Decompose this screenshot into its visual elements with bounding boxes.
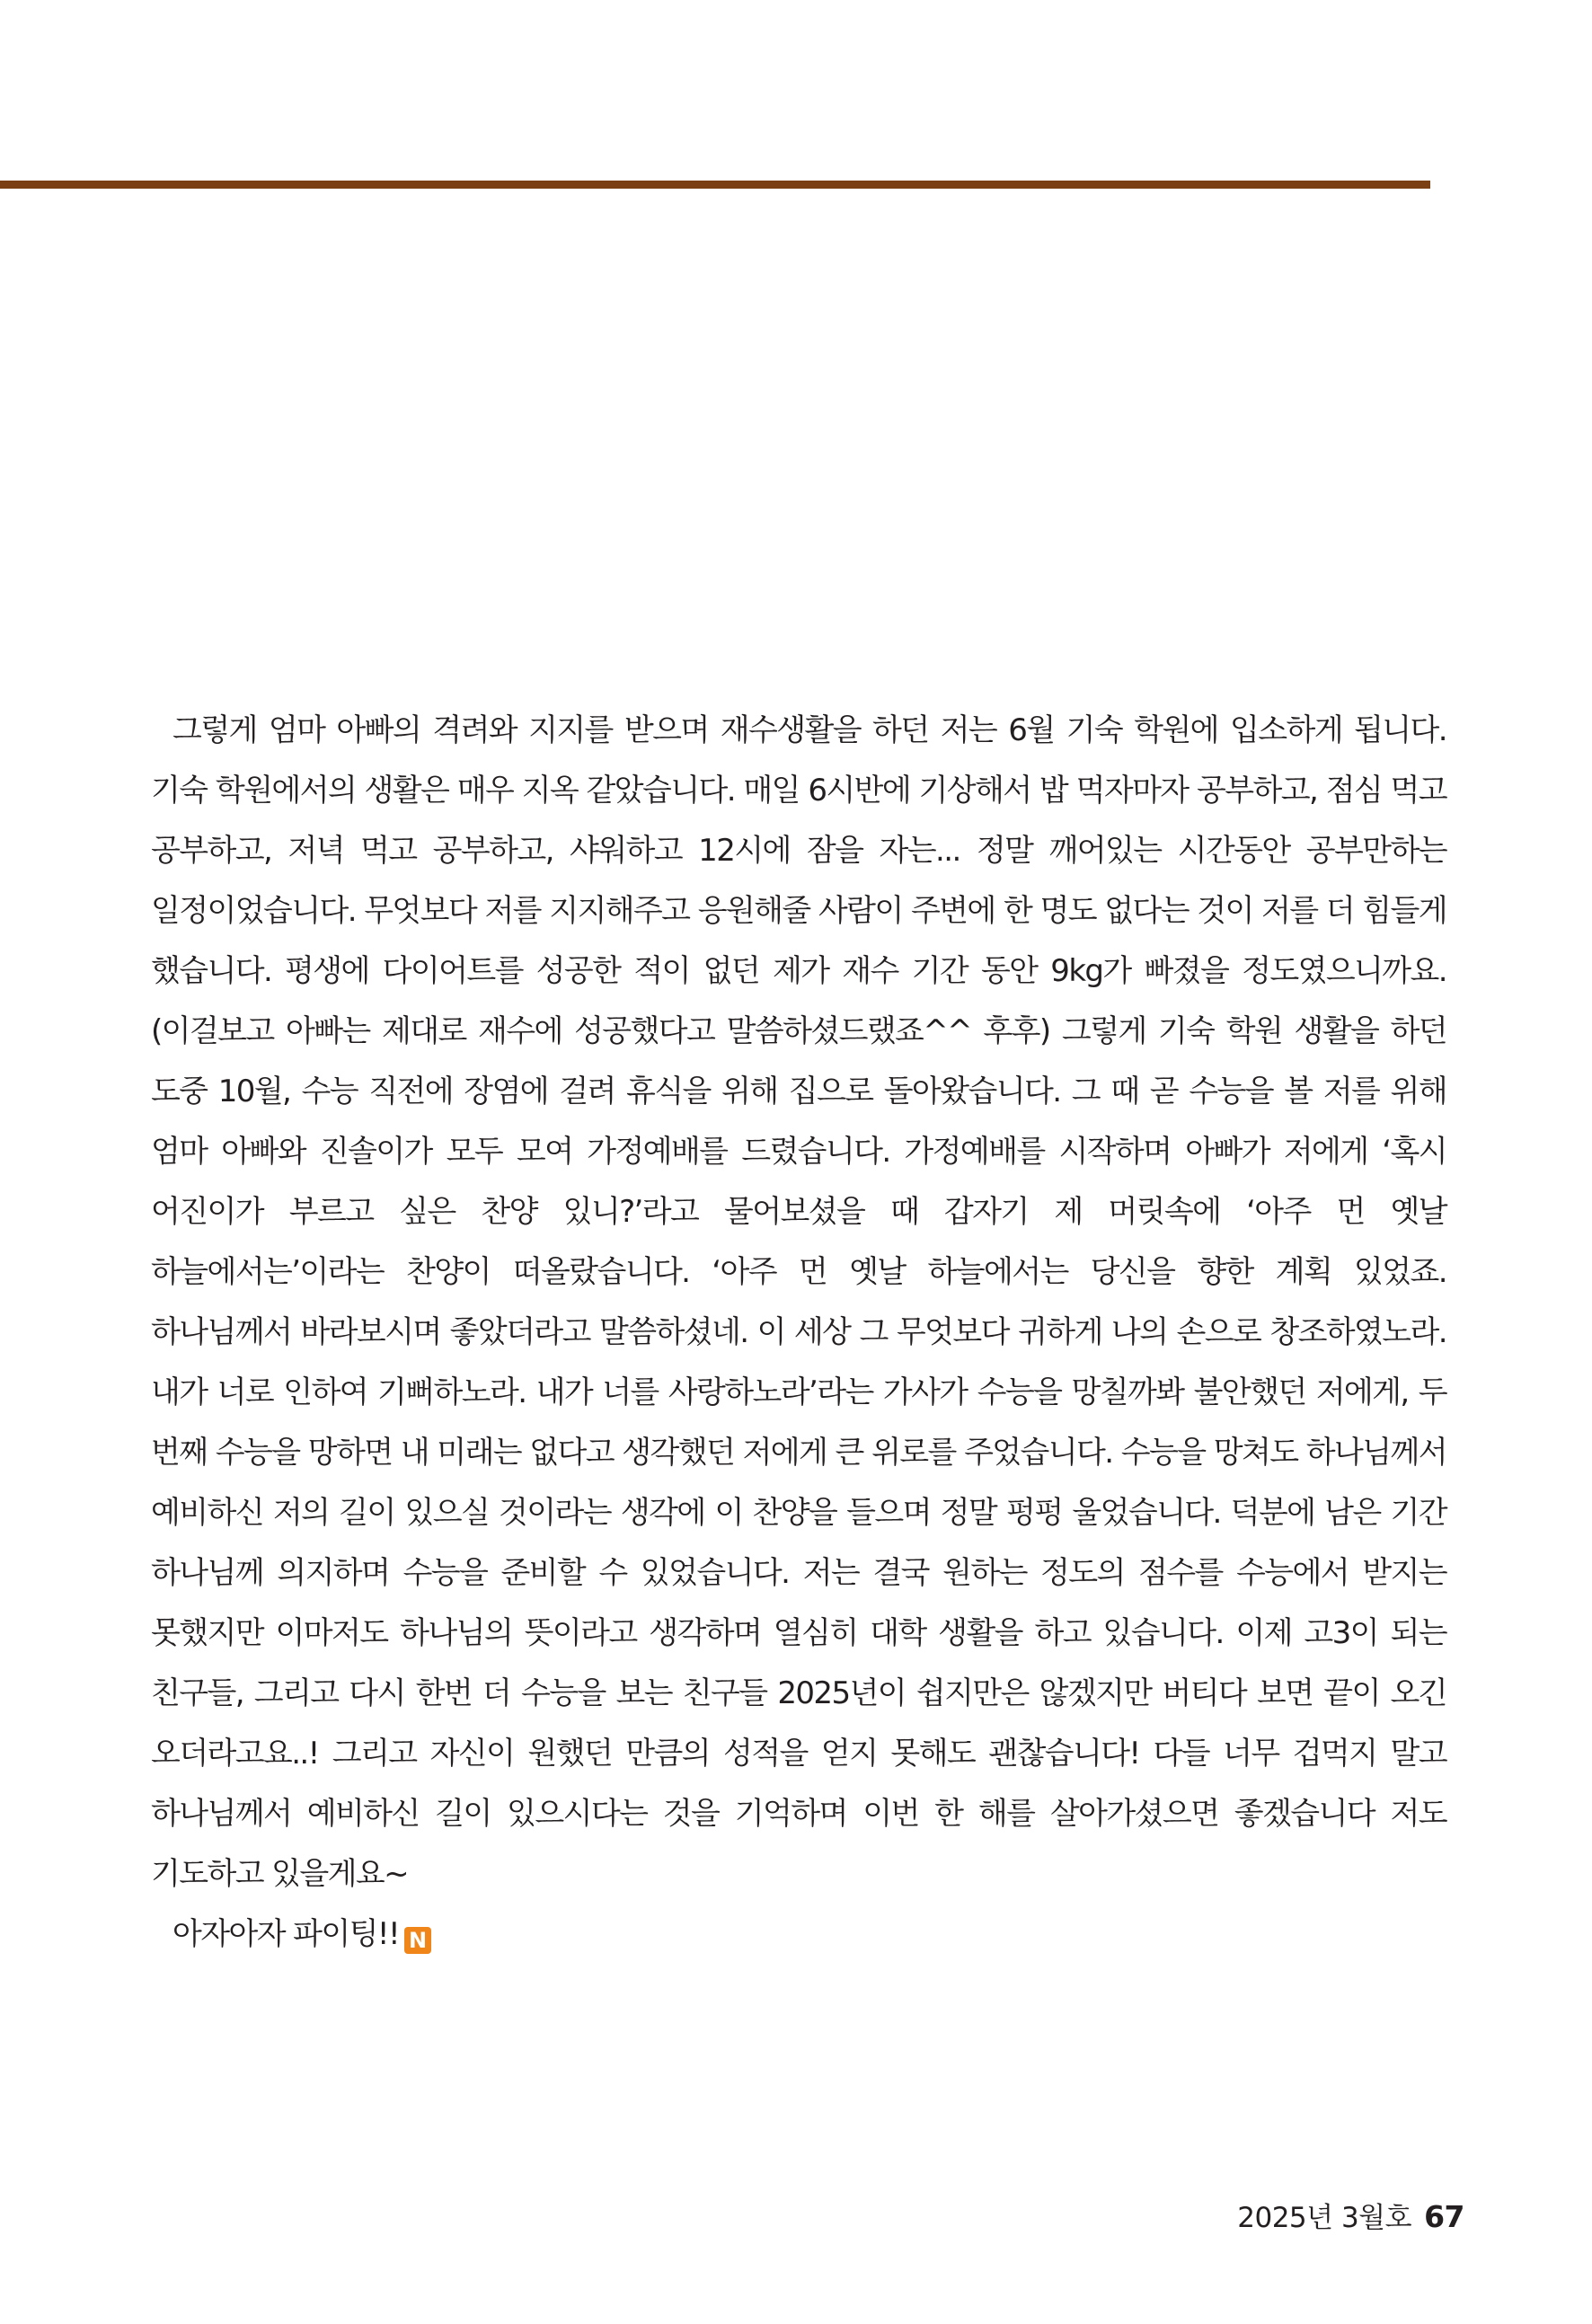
closing-line xyxy=(151,1904,1446,1965)
article-paragraph: 그렇게 엄마 아빠의 격려와 지지를 받으며 재수생활을 하던 저는 6월 기숙 학원에 입소하게 됩니다. 기숙 학원에서의 생활은 매우 지옥 같았습니다. 매일 6시반에 기상해서 밥 먹자마자 공부하고, 점심 먹고 공부하고, 저녁 먹고 공부하고, 샤워하고 12시에 잠을 자는... 정말 깨어있는 시간동안 공부만하는 일정이었습니다. 무엇보다 저를 지지해주고 응원해줄 사람이 주변에 한 명도 없다는 것이 저를 더 힘들게 했습니다. 평생에 다이어트를 성공한 적이 없던 제가 재수 기간 동안 9kg가 빠졌을 정도였으니까요. (이걸보고 아빠는 제대로 재수에 성공했다고 말씀하셨드랬죠^^ 후후) 그렇게 기숙 학원 생활을 하던 도중 10월, 수능 직전에 장염에 걸려 휴식을 위해 집으로 돌아왔습니다. 그 때 곧 수능을 볼 저를 위해 엄마 아빠와 진솔이가 모두 모여 가정예배를 드렸습니다. 가정예배를 시작하며 아빠가 저에게 ‘혹시 어진이가 부르고 싶은 찬양 있니?’라고 물어보셨을 때 갑자기 제 머릿속에 ‘아주 먼 옛날 하늘에서는’이라는 찬양이 떠올랐습니다. ‘아주 먼 옛날 하늘에서는 당신을 향한 계획 있었죠. 하나님께서 바라보시며 좋았더라고 말씀하셨네. 이 세상 그 무엇보다 귀하게 나의 손으로 창조하였노라. 내가 너로 인하여 기뻐하노라. 내가 너를 사랑하노라’라는 가사가 수능을 망칠까봐 불안했던 저에게, 두 번째 수능을 망하면 내 미래는 없다고 생각했던 저에게 큰 위로를 주었습니다. 수능을 망쳐도 하나님께서 예비하신 저의 길이 있으실 것이라는 생각에 이 찬양을 들으며 정말 펑펑 울었습니다. 덕분에 남은 기간 하나님께 의지하며 수능을 준비할 수 있었습니다. 저는 결국 원하는 정도의 점수를 수능에서 받지는 못했지만 이마저도 하나님의 뜻이라고 생각하며 열심히 대학 생활을 하고 있습니다. 이제 고3이 되는 친구들, 그리고 다시 한번 더 수능을 보는 친구들 2025년이 쉽지만은 않겠지만 버티다 보면 끝이 오긴 오더라고요..! 그리고 자신이 원했던 만큼의 성적을 얻지 못해도 괜찮습니다! 다들 너무 겁먹지 말고 하나님께서 예비하신 길이 있으시다는 것을 기억하며 이번 한 해를 살아가셨으면 좋겠습니다 저도 기도하고 있을게요~ xyxy=(151,712,1446,1892)
closing-text: 아자아자 파이팅!! xyxy=(172,1916,399,1952)
page-number: 67 xyxy=(1424,2199,1464,2234)
article-body xyxy=(151,701,1446,1965)
issue-label: 2025년 3월호 xyxy=(1237,2202,1412,2234)
top-rule xyxy=(0,181,1430,189)
page-footer xyxy=(1237,2195,1464,2235)
end-mark-icon: N xyxy=(404,1927,431,1954)
